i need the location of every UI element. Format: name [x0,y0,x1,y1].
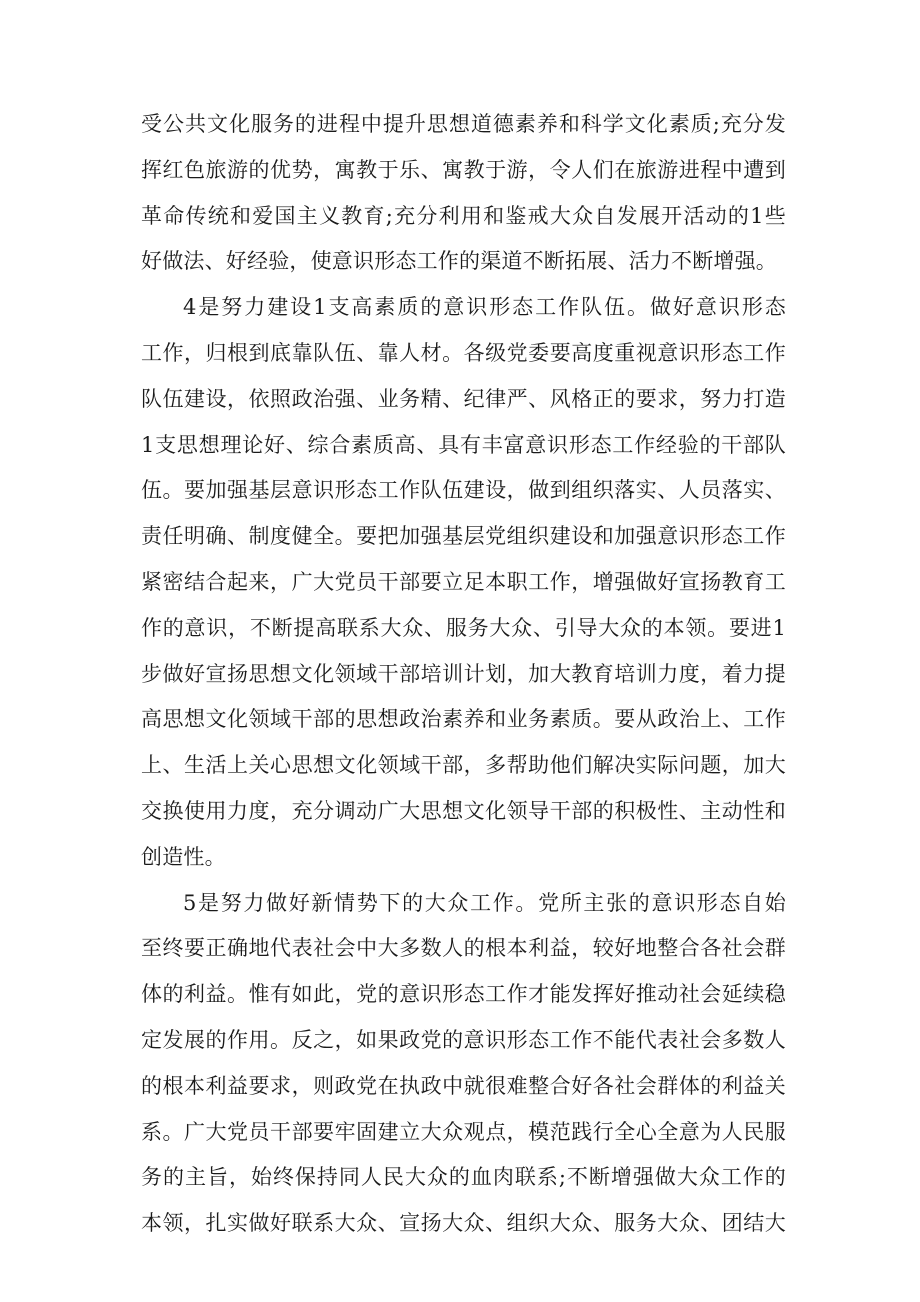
text-line: 创造性。 [141,844,226,869]
text-line: 步做好宣扬思想文化领域干部培训计划，加大教育培训力度，着力提 [141,661,786,686]
text-line: 交换使用力度，充分调动广大思想文化领导干部的积极性、主动性和 [141,798,786,823]
text-line: 务的主旨，始终保持同人民大众的血肉联系;不断增强做大众工作的 [141,1165,786,1190]
text-line: 革命传统和爱国主义教育;充分利用和鉴戒大众自发展开活动的1些 [141,203,786,228]
text-line: 紧密结合起来，广大党员干部要立足本职工作，增强做好宣扬教育工 [141,569,786,594]
document-body [141,102,786,1247]
text-line: 1支思想理论好、综合素质高、具有丰富意识形态工作经验的干部队 [141,432,786,457]
text-line: 高思想文化领域干部的思想政治素养和业务素质。要从政治上、工作 [141,707,786,732]
text-line: 好做法、好经验，使意识形态工作的渠道不断拓展、活力不断增强。 [141,249,777,274]
text-line: 挥红色旅游的优势，寓教于乐、寓教于游，令人们在旅游进程中遭到 [141,157,786,182]
text-line: 至终要正确地代表社会中大多数人的根本利益，较好地整合各社会群 [141,936,786,961]
text-line: 作的意识，不断提高联系大众、服务大众、引导大众的本领。要进1 [141,615,786,640]
text-line: 队伍建设，依照政治强、业务精、纪律严、风格正的要求，努力打造 [141,386,786,411]
text-line: 工作，归根到底靠队伍、靠人材。各级党委要高度重视意识形态工作 [141,340,786,365]
text-line: 系。广大党员干部要牢固建立大众观点，模范践行全心全意为人民服 [141,1119,786,1144]
text-line: 上、生活上关心思想文化领域干部，多帮助他们解决实际问题，加大 [141,753,786,778]
text-line: 体的利益。惟有如此，党的意识形态工作才能发挥好推动社会延续稳 [141,982,786,1007]
text-line: 本领，扎实做好联系大众、宣扬大众、组织大众、服务大众、团结大 [141,1211,786,1236]
paragraph-first-line: 5是努力做好新情势下的大众工作。党所主张的意识形态自始 [183,890,786,915]
paragraph-first-line: 4是努力建设1支高素质的意识形态工作队伍。做好意识形态 [183,295,786,320]
text-line: 的根本利益要求，则政党在执政中就很难整合好各社会群体的利益关 [141,1073,786,1098]
text-line: 伍。要加强基层意识形态工作队伍建设，做到组织落实、人员落实、 [141,478,786,503]
text-line: 责任明确、制度健全。要把加强基层党组织建设和加强意识形态工作 [141,524,786,549]
text-line: 定发展的作用。反之，如果政党的意识形态工作不能代表社会多数人 [141,1027,786,1052]
text-line: 受公共文化服务的进程中提升思想道德素养和科学文化素质;充分发 [141,112,786,136]
